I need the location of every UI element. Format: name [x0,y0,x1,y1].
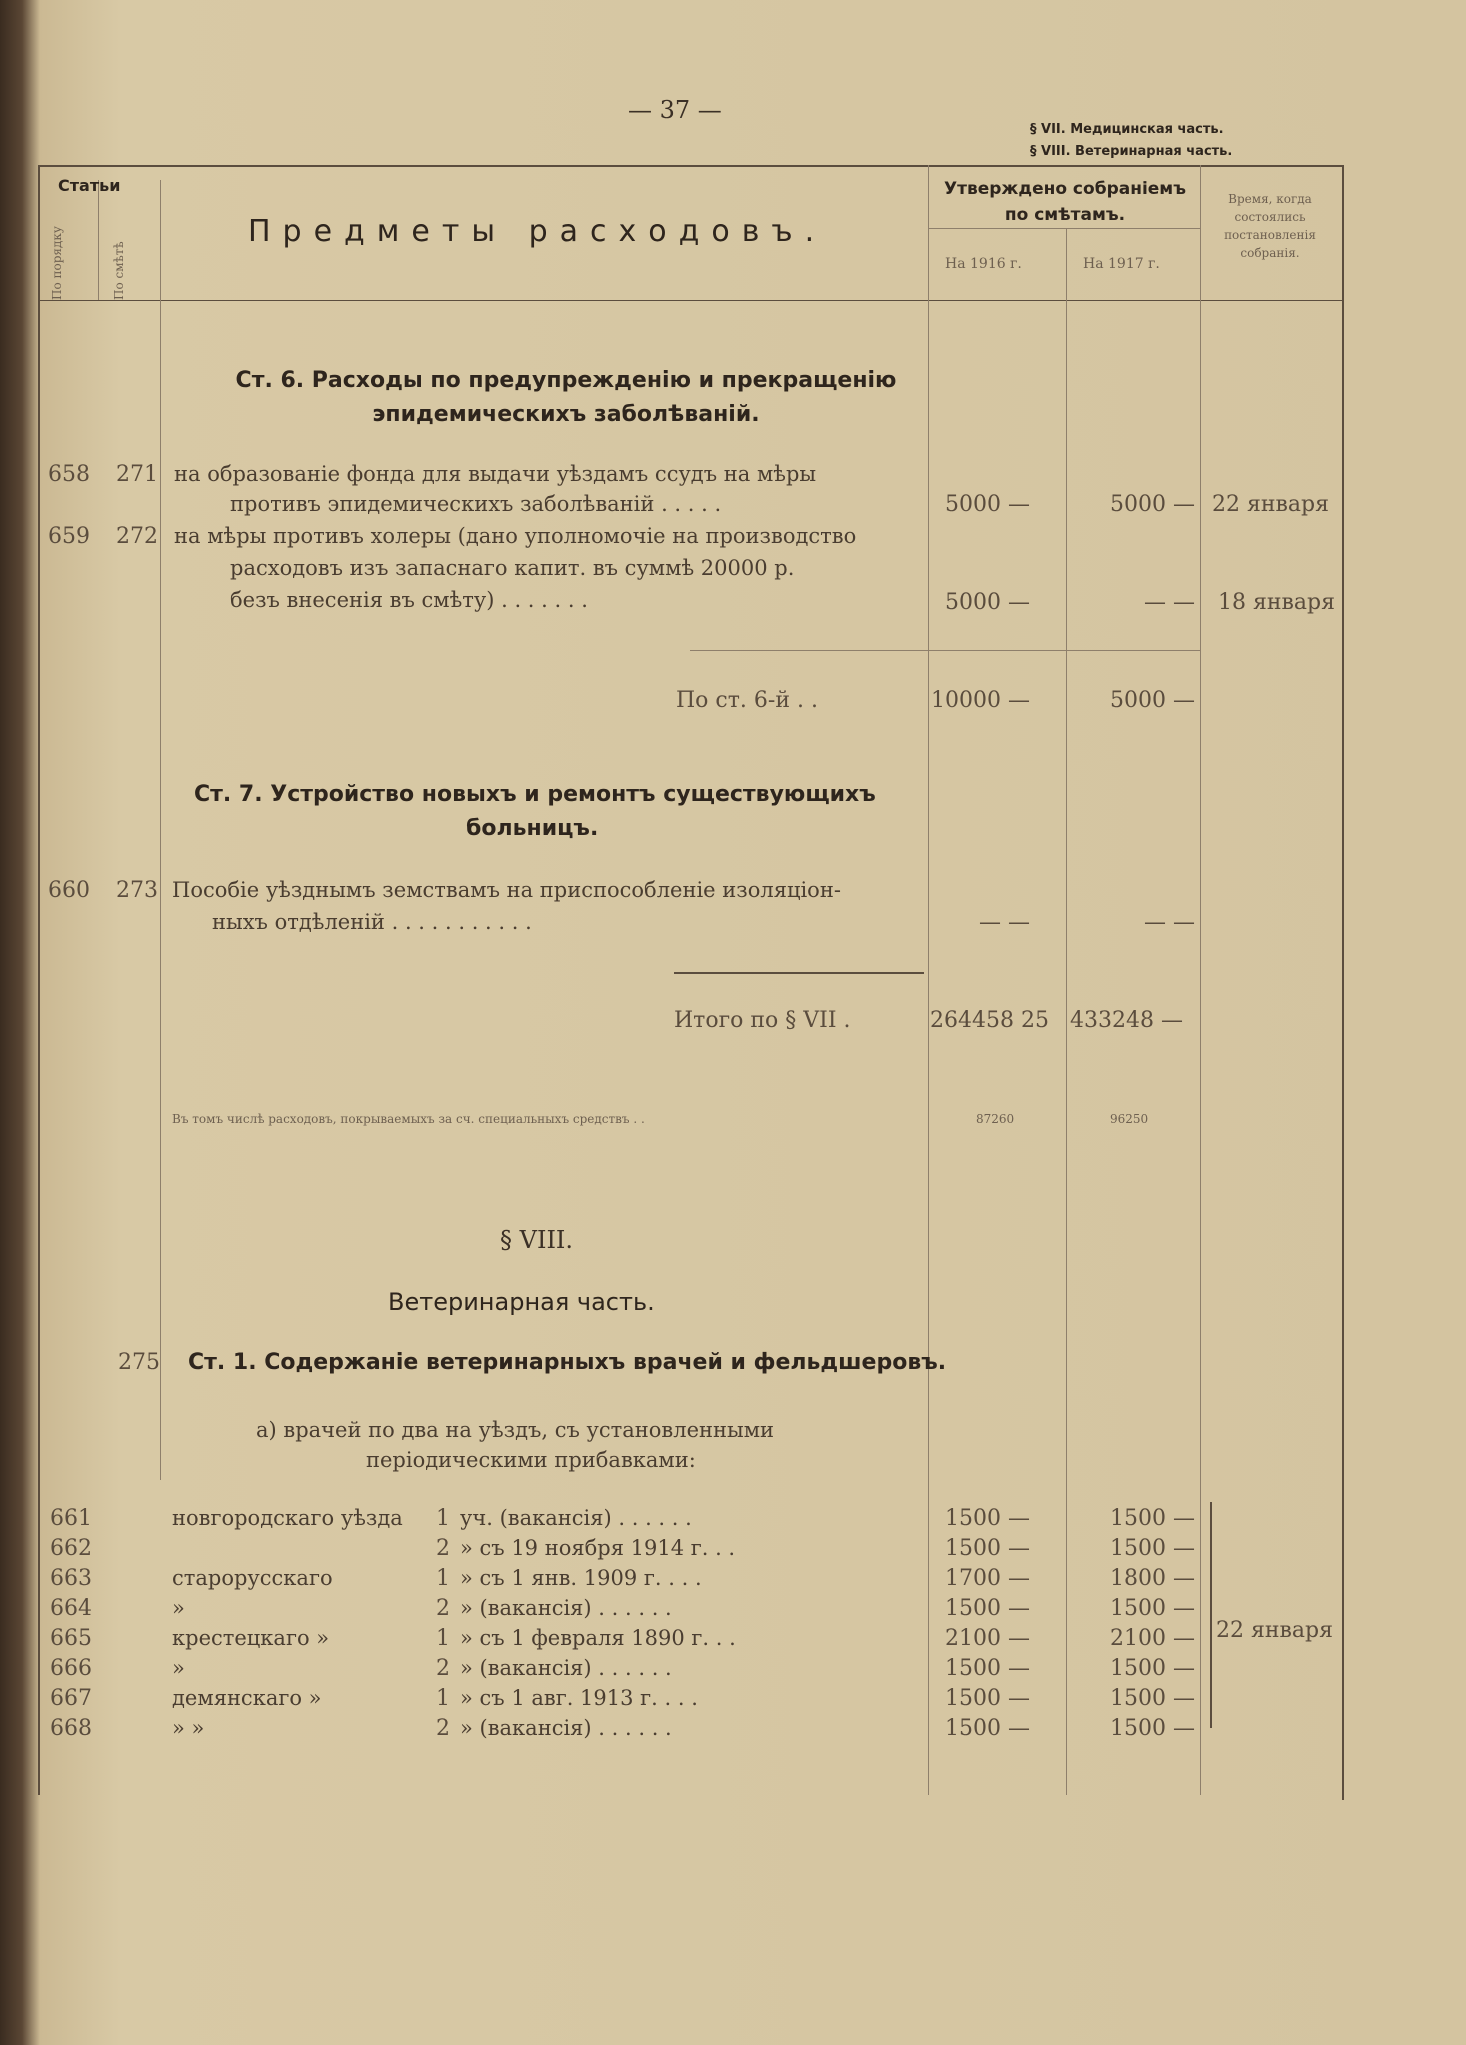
vet-row-1916: 1500 — [945,1536,1030,1561]
vet-row-1917: 1500 — [1110,1596,1195,1621]
section8-subtitle: Ветеринарная часть. [388,1288,655,1316]
vet-row-desc: » съ 1 февраля 1890 г. . . [460,1626,736,1650]
section8-title: § VIII. [500,1226,574,1254]
row-659-text2: расходовъ изъ запаснаго капит. въ суммѣ 20000 р. [230,556,795,580]
special-note: Въ томъ числѣ расходовъ, покрываемыхъ за сч. специальныхъ средствъ . . [172,1112,645,1126]
section8-st-num: 275 [118,1350,160,1375]
section8-st1-heading: Ст. 1. Содержаніе ветеринарныхъ врачей и фельдшеровъ. [188,1350,947,1375]
vet-row-desc: » съ 19 ноября 1914 г. . . [460,1536,736,1560]
vet-row-1917: 1800 — [1110,1566,1195,1591]
section8-sub-a2: періодическими прибавками: [366,1448,696,1472]
vet-row-k: 1 [436,1686,450,1711]
vet-row-desc: уч. (вакансія) . . . . . . [460,1506,692,1530]
row-659-s: 272 [116,524,158,549]
vet-row-k: 1 [436,1506,450,1531]
row-660-s: 273 [116,878,158,903]
vet-row-n: 663 [50,1566,92,1591]
vet-row-k: 2 [436,1716,450,1741]
header-statyi: Статьи [58,176,121,195]
section-ref-7: § VII. Медицинская часть. [1030,122,1224,137]
date-bracket [1210,1502,1212,1728]
left-border [38,165,40,1795]
vet-row-1916: 1500 — [945,1656,1030,1681]
vet-row-k: 2 [436,1596,450,1621]
row-658-text1: на образованіе фонда для выдачи уѣздамъ ссудъ на мѣры [174,462,817,486]
st6-sum-rule [690,650,1200,651]
itogo-1916: 264458 25 [930,1008,1049,1033]
header-1917: На 1917 г. [1083,256,1160,272]
row-660-1916: — — [979,910,1030,935]
vet-row-1917: 1500 — [1110,1536,1195,1561]
col-divider-1 [98,180,99,300]
vet-row-k: 2 [436,1656,450,1681]
row-659-1917: — — [1144,590,1195,615]
row-658-n: 658 [48,462,90,487]
row-660-n: 660 [48,878,90,903]
section-ref-8: § VIII. Ветеринарная часть. [1030,144,1233,159]
row-660-text1: Пособіе уѣзднымъ земствамъ на приспособленіе изоляціон- [172,878,841,902]
st6-total-label: По ст. 6-й . . [676,688,818,713]
vet-row-desc: » (вакансія) . . . . . . [460,1716,672,1740]
vet-row-1917: 1500 — [1110,1506,1195,1531]
header-title: Предметы расходовъ. [248,214,827,249]
vet-row-1917: 1500 — [1110,1686,1195,1711]
row-659-date: 18 января [1218,590,1335,615]
vet-row-1916: 1700 — [945,1566,1030,1591]
vet-row-uezd: » [172,1656,185,1680]
col-divider-2 [160,180,161,1480]
vet-row-uezd: старорусскаго [172,1566,333,1590]
row-659-1916: 5000 — [945,590,1030,615]
vet-row-uezd: » [172,1596,185,1620]
row-658-text2: противъ эпидемическихъ заболѣваній . . . . . [230,492,722,516]
header-po-poryadku: По порядку [50,226,64,300]
special-1916: 87260 [976,1112,1015,1126]
vet-row-desc: » (вакансія) . . . . . . [460,1656,672,1680]
page-number: — 37 — [628,96,722,124]
vet-date: 22 января [1216,1618,1333,1643]
st7-heading1: Ст. 7. Устройство новыхъ и ремонтъ существующихъ [194,782,876,807]
col-divider-time [1200,165,1201,1795]
st6-heading: Ст. 6. Расходы по предупрежденію и прекращенію эпидемическихъ заболѣваній. [235,368,897,427]
vet-row-k: 1 [436,1626,450,1651]
header-po-smete: По смѣтѣ [112,241,126,300]
vet-row-n: 664 [50,1596,92,1621]
header-1916: На 1916 г. [945,256,1022,272]
st7-heading2: больницъ. [466,816,599,841]
row-659-n: 659 [48,524,90,549]
vet-row-1916: 1500 — [945,1716,1030,1741]
itogo-1917: 433248 — [1070,1008,1183,1033]
vet-row-1916: 2100 — [945,1626,1030,1651]
vet-row-1916: 1500 — [945,1506,1030,1531]
vet-row-1917: 2100 — [1110,1626,1195,1651]
st6-total-1917: 5000 — [1110,688,1195,713]
row-658-s: 271 [116,462,158,487]
table-top-rule [38,165,1343,167]
vet-row-uezd: крестецкаго » [172,1626,330,1650]
vet-row-n: 667 [50,1686,92,1711]
vet-row-n: 668 [50,1716,92,1741]
col-divider-1917 [1066,228,1067,1795]
header-approved: Утверждено собраніемъ по смѣтамъ. [944,179,1186,225]
row-659-text1: на мѣры противъ холеры (дано уполномочіе на производство [174,524,857,548]
vet-row-uezd: новгородскаго уѣзда [172,1506,403,1530]
row-659-text3: безъ внесенія въ смѣту) . . . . . . . [230,588,588,612]
special-1917: 96250 [1110,1112,1149,1126]
itogo-rule [674,972,924,974]
row-658-date: 22 января [1212,492,1329,517]
vet-row-k: 1 [436,1566,450,1591]
st6-total-1916: 10000 — [931,688,1030,713]
vet-row-uezd: демянскаго » [172,1686,322,1710]
approved-subrule [928,228,1200,229]
itogo-label: Итого по § VII . [674,1008,851,1033]
vet-row-n: 661 [50,1506,92,1531]
vet-row-n: 666 [50,1656,92,1681]
header-time: Время, когда состоялись постановленія собранія. [1224,192,1316,260]
right-border [1342,165,1344,1800]
vet-row-desc: » съ 1 авг. 1913 г. . . . [460,1686,698,1710]
vet-row-1917: 1500 — [1110,1716,1195,1741]
vet-row-1916: 1500 — [945,1686,1030,1711]
row-660-text2: ныхъ отдѣленій . . . . . . . . . . . [212,910,532,934]
vet-row-desc: » (вакансія) . . . . . . [460,1596,672,1620]
section8-sub-a1: а) врачей по два на уѣздъ, съ установленными [256,1418,775,1442]
row-660-1917: — — [1144,910,1195,935]
header-bottom-rule [38,300,1343,301]
vet-row-n: 662 [50,1536,92,1561]
row-658-1917: 5000 — [1110,492,1195,517]
vet-row-uezd: » » [172,1716,205,1740]
row-658-1916: 5000 — [945,492,1030,517]
vet-row-1917: 1500 — [1110,1656,1195,1681]
vet-row-1916: 1500 — [945,1596,1030,1621]
vet-row-desc: » съ 1 янв. 1909 г. . . . [460,1566,702,1590]
vet-row-k: 2 [436,1536,450,1561]
vet-row-n: 665 [50,1626,92,1651]
